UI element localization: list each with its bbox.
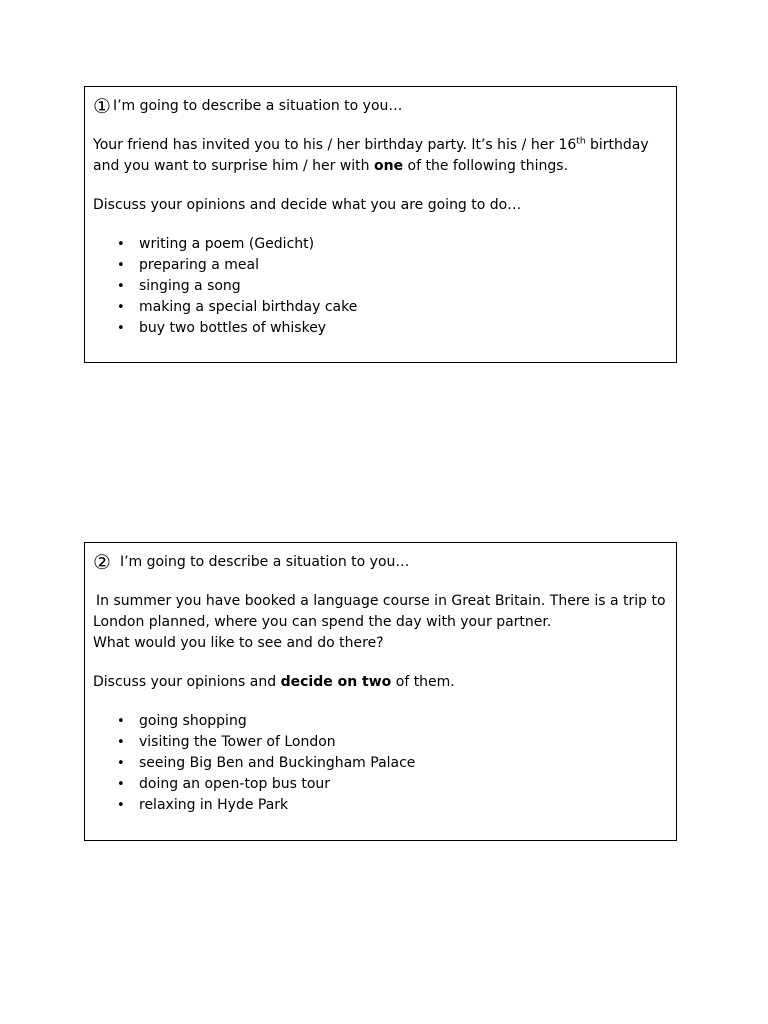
list-item [93,234,668,255]
emphasis-text: decide on two [280,674,392,690]
list-item [93,732,668,753]
list-item [93,255,668,276]
card-heading [93,95,668,117]
list-item-text: seeing Big Ben and Buckingham Palace [139,755,416,771]
heading-text: I’m going to describe a situation to you… [112,97,403,114]
list-item-text: doing an open-top bus tour [139,776,331,792]
list-item-text: going shopping [139,713,247,729]
paragraph-text: Discuss your opinions and [93,674,281,690]
circled-number-1-icon: ① [93,94,111,118]
paragraph-text: of the following things. [403,158,569,174]
list-item [93,711,668,732]
bullet-icon: • [117,258,125,273]
list-item [93,753,668,774]
paragraph-text: Your friend has invited you to his / her birthday party. It’s his / her 16 [93,137,577,153]
list-item-text: writing a poem (Gedicht) [139,236,315,252]
situation-card-2 [84,542,677,841]
list-item [93,276,668,297]
bullet-icon: • [117,777,125,792]
list-item [93,297,668,318]
list-item-text: relaxing in Hyde Park [139,797,289,813]
paragraph-text: of them. [391,674,455,690]
instruction-paragraph: Discuss your opinions and decide what you are going to do… [93,197,522,213]
bullet-icon: • [117,756,125,771]
paragraph-text: birthday and you want to surprise him / her with [93,137,649,174]
bullet-icon: • [117,714,125,729]
bullet-icon: • [117,237,125,252]
emphasis-text: one [373,158,404,174]
paragraph-text: In summer you have booked a language course in Great Britain. There is a trip to London planned, where you can spend the day with your partner. [93,593,666,630]
bullet-icon: • [117,735,125,750]
situation-card-1 [84,86,677,363]
list-item-text: preparing a meal [139,257,260,273]
circled-number-2-icon: ② [93,550,111,574]
options-list [93,711,668,816]
card-heading [93,551,668,573]
list-item-text: visiting the Tower of London [139,734,336,750]
bullet-icon: • [117,798,125,813]
options-list [93,234,668,339]
bullet-icon: • [117,300,125,315]
question-line: What would you like to see and do there? [93,635,384,651]
list-item [93,774,668,795]
list-item [93,795,668,816]
situation-paragraph [93,591,668,633]
ordinal-suffix: th [576,136,586,147]
bullet-icon: • [117,279,125,294]
list-item-text: buy two bottles of whiskey [139,320,327,336]
list-item [93,318,668,339]
situation-paragraph [93,135,668,177]
bullet-icon: • [117,321,125,336]
list-item-text: making a special birthday cake [139,299,358,315]
instruction-paragraph [93,672,668,693]
list-item-text: singing a song [139,278,241,294]
heading-text: I’m going to describe a situation to you… [119,553,410,570]
